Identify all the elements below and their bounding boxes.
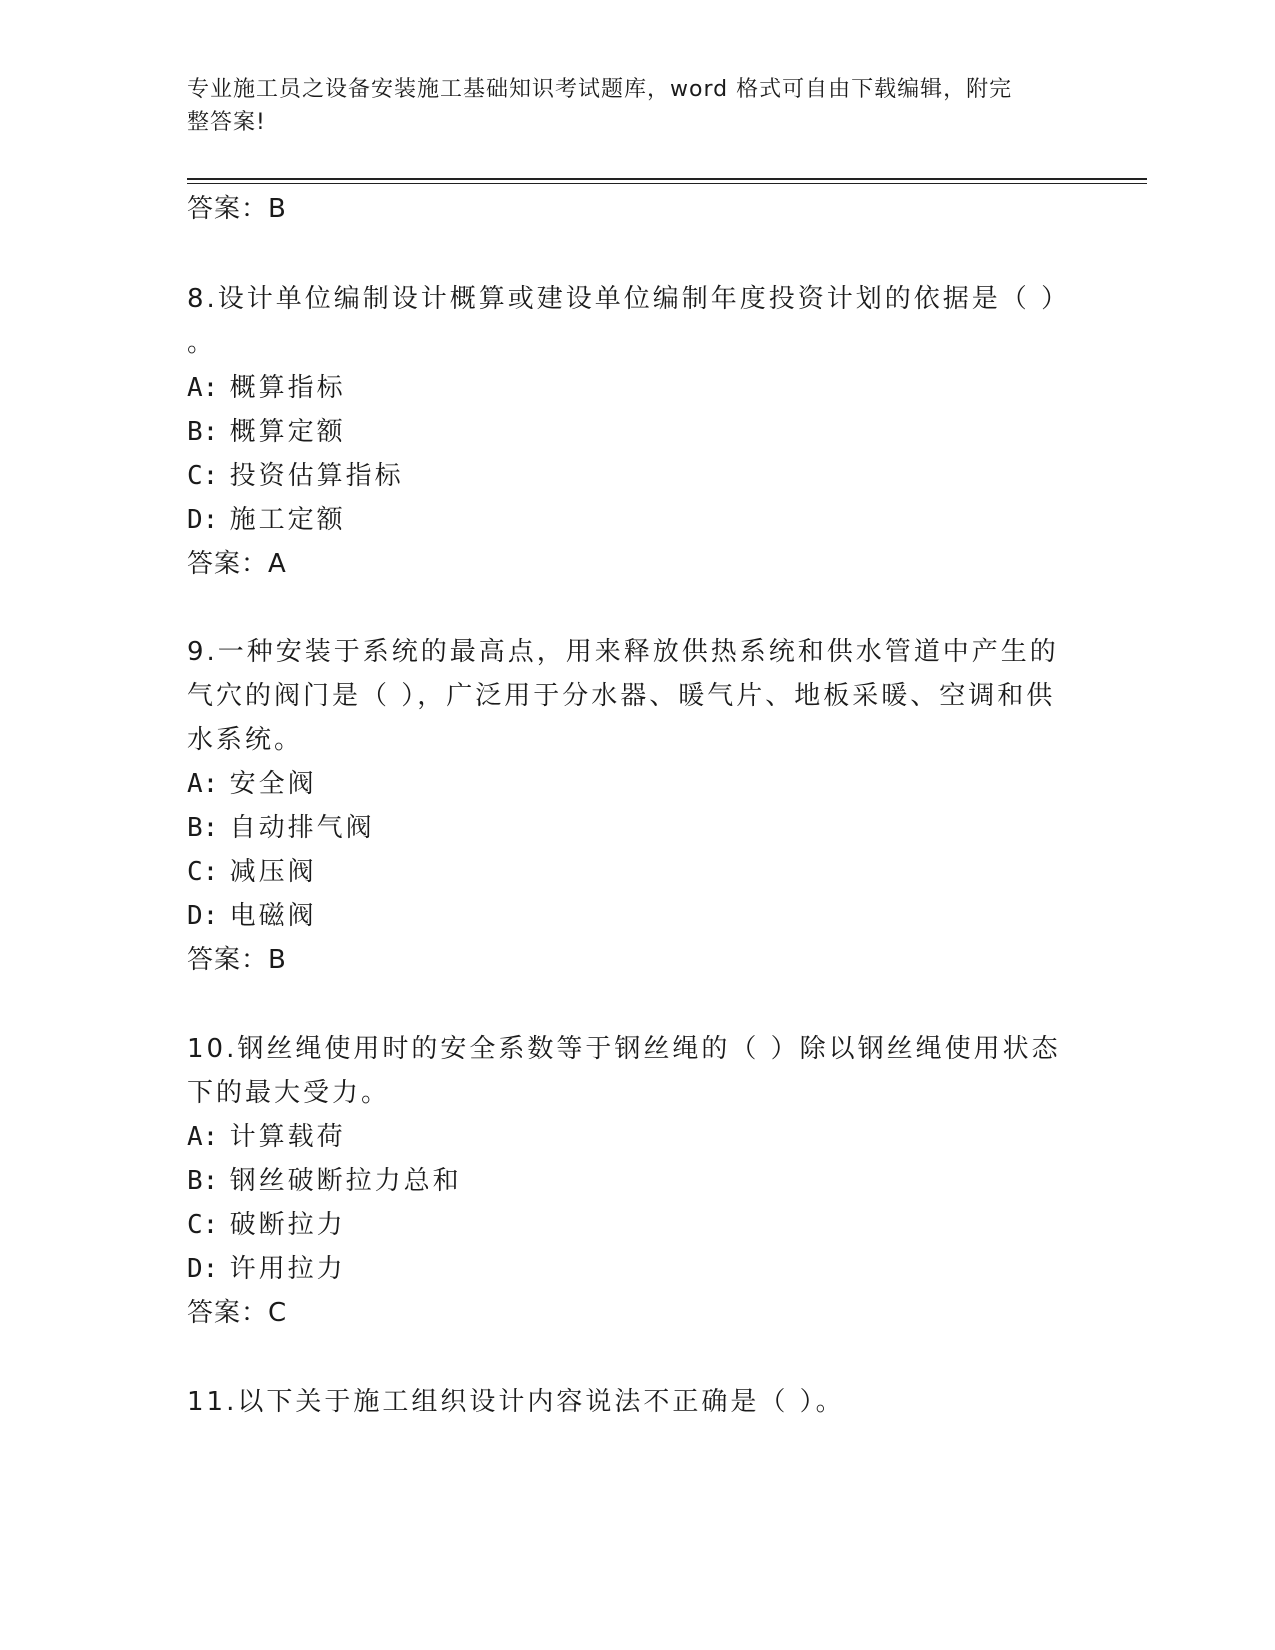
q9-option-a: [187, 766, 317, 802]
document-header: [187, 73, 1067, 139]
q9-option-b-label: B:: [187, 813, 219, 843]
q9-option-a-text: 安全阀: [229, 769, 317, 799]
q10-answer: 答案：C: [187, 1298, 288, 1328]
q8-option-b-label: B:: [187, 417, 219, 447]
header-divider-thin: [187, 183, 1147, 184]
q10-option-c: [187, 1207, 346, 1243]
header-line-2: 整答案!: [187, 110, 266, 135]
q8-option-b-text: 概算定额: [229, 417, 346, 447]
q8-option-d-label: D:: [187, 505, 219, 535]
q9-option-c-label: C:: [187, 857, 219, 887]
q9-option-b-text: 自动排气阀: [229, 813, 375, 843]
q10-stem-line-1: 10.钢丝绳使用时的安全系数等于钢丝绳的（ ）除以钢丝绳使用状态: [187, 1034, 1061, 1064]
q9-stem-line-2: 气穴的阀门是（ ），广泛用于分水器、暖气片、地板采暖、空调和供: [187, 681, 1056, 711]
q9-option-c-text: 减压阀: [229, 857, 317, 887]
q8-stem-line-1: 8.设计单位编制设计概算或建设单位编制年度投资计划的依据是（ ）: [187, 284, 1071, 314]
q9-answer: 答案：B: [187, 945, 287, 975]
q8-option-a-label: A:: [187, 373, 219, 403]
header-divider-thick: [187, 178, 1147, 180]
q10-option-a: [187, 1119, 346, 1155]
q9-stem-line-3: 水系统。: [187, 725, 304, 755]
q10-option-a-label: A:: [187, 1122, 219, 1152]
q9-stem-line-1: 9.一种安装于系统的最高点，用来释放供热系统和供水管道中产生的: [187, 637, 1059, 667]
q8-option-a-text: 概算指标: [229, 373, 346, 403]
q10-option-c-text: 破断拉力: [229, 1210, 346, 1240]
q8-stem-line-2: 。: [187, 328, 217, 358]
q8-option-b: [187, 414, 346, 450]
q10-option-d-text: 许用拉力: [229, 1254, 346, 1284]
q10-stem-line-2: 下的最大受力。: [187, 1078, 391, 1108]
q10-option-c-label: C:: [187, 1210, 219, 1240]
q8-option-d-text: 施工定额: [229, 505, 346, 535]
q9-option-d-label: D:: [187, 901, 219, 931]
q9-option-c: [187, 854, 317, 890]
q9-option-d: [187, 898, 317, 934]
header-line-1: 专业施工员之设备安装施工基础知识考试题库，word 格式可自由下载编辑，附完: [187, 77, 1013, 102]
q8-option-c-text: 投资估算指标: [229, 461, 404, 491]
q10-option-b-label: B:: [187, 1166, 219, 1196]
q10-option-d: [187, 1251, 346, 1287]
previous-answer: 答案：B: [187, 194, 287, 224]
q9-option-a-label: A:: [187, 769, 219, 799]
q8-option-d: [187, 502, 346, 538]
q9-option-d-text: 电磁阀: [229, 901, 317, 931]
q10-option-d-label: D:: [187, 1254, 219, 1284]
q10-option-b-text: 钢丝破断拉力总和: [229, 1166, 462, 1196]
q8-option-c: [187, 458, 404, 494]
q9-option-b: [187, 810, 375, 846]
q8-option-a: [187, 370, 346, 406]
q10-option-b: [187, 1163, 462, 1199]
q11-stem-line-1: 11.以下关于施工组织设计内容说法不正确是（ ）。: [187, 1387, 845, 1417]
q8-option-c-label: C:: [187, 461, 219, 491]
q10-option-a-text: 计算载荷: [229, 1122, 346, 1152]
q8-answer: 答案：A: [187, 549, 287, 579]
